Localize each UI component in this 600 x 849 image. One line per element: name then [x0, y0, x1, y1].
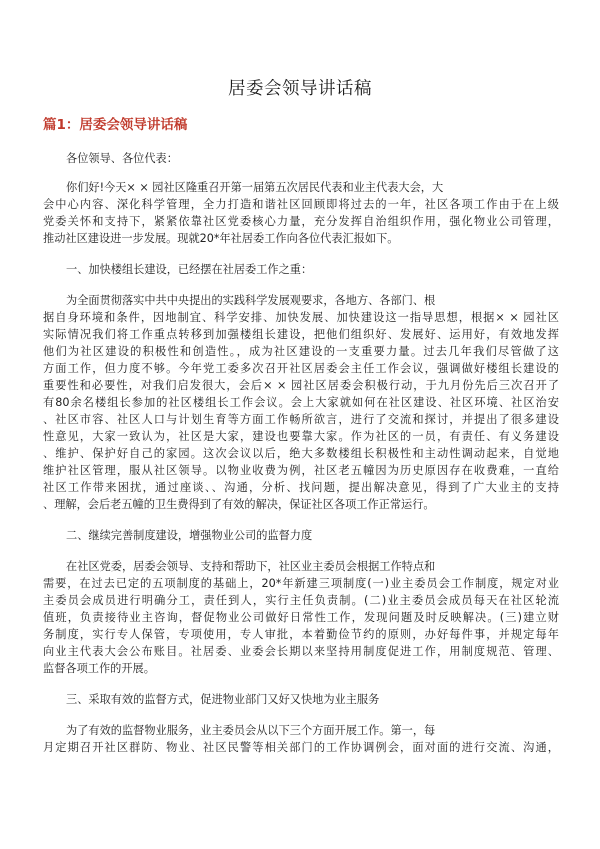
paragraph-line: 你们好!今天× × 园社区隆重召开第一届第五次居民代表和业主代表大会，大 — [66, 181, 444, 194]
paragraph-line: 、理解，会后老五幢的卫生费得到了有效的解决，保证社区各项工作正常运行。 — [43, 498, 435, 511]
paragraph-line: 他们为社区建设的积极性和创造性。，成为社区建设的一支重要力量。过去几年我们尽管做了这 — [43, 345, 559, 358]
paragraph-line: 主委员会成员进行明确分工，责任到人，实行主任负责制。(二)业主委员会成员每天在社区轮流 — [43, 594, 559, 607]
paragraph-line: 社区工作带来困扰，通过座谈、、沟通，分析、找问题，提出解决意见，得到了广大业主的支持 — [43, 481, 559, 494]
paragraph-line: 在社区党委，居委会领导、支持和帮助下，社区业主委员会根据工作特点和 — [66, 560, 436, 573]
paragraph-line: 为了有效的监督物业服务，业主委员会从以下三个方面开展工作。第一，每 — [66, 724, 436, 737]
paragraph-line: 有80余名楼组长参加的社区楼组长工作会议。会上大家就如何在社区建设、社区环境、社区治安 — [43, 396, 559, 409]
paragraph-line: 务制度，实行专人保管，专项使用，专人审批，本着勤俭节约的原则，办好每件事，并规定每年 — [43, 628, 559, 641]
paragraph-line: 据自身环境和条件，因地制宜、科学安排、加快发展、加快建设这一指导思想，根据× × 园社区 — [43, 311, 559, 324]
section-heading: 二、继续完善制度建设，增强物业公司的监督力度 — [66, 529, 313, 542]
paragraph-line: 推动社区建设进一步发展。现就20*年社居委工作向各位代表汇报如下。 — [43, 232, 399, 245]
paragraph-line: 方面工作，但力度不够。今年党工委多次召开社区居委会主任工作会议，强调做好楼组长建设的 — [43, 362, 559, 375]
paragraph-line: 实际情况我们将工作重点转移到加强楼组长建设，把他们组织好、发展好、运用好，有效地发挥 — [43, 328, 559, 341]
paragraph-line: 月定期召开社区群防、物业、社区民警等相关部门的工作协调例会，面对面的进行交流、沟通， — [43, 741, 559, 754]
section-heading: 一、加快楼组长建设，已经摆在社居委工作之重： — [66, 263, 313, 276]
paragraph-line: 维护社区管理，服从社区领导。以物业收费为例，社区老五幢因为历史原因存在收费难，一直给 — [43, 464, 559, 477]
paragraph-line: 监督各项工作的开展。 — [43, 662, 155, 675]
paragraph-line: 、维护、保护好自己的家园。这次会议以后，绝大多数楼组长积极性和主动性调动起来，自觉地 — [43, 447, 559, 460]
paragraph-line: 党委关怀和支持下，紧紧依靠社区党委核心力量，充分发挥自治组织作用，强化物业公司管理， — [43, 215, 559, 228]
greeting: 各位领导、各位代表： — [66, 152, 178, 165]
article-subtitle: 篇1：居委会领导讲话稿 — [43, 117, 188, 133]
paragraph-line: 性意见，大家一致认为，社区是大家，建设也要靠大家。作为社区的一员，有责任、有义务建设 — [43, 430, 559, 443]
paragraph-line: 、社区市容、社区人口与计划生育等方面工作畅所欲言，进行了交流和探讨，并提出了很多建设 — [43, 413, 559, 426]
paragraph-line: 重要性和必要性，对我们启发很大，会后× × 园社区居委会积极行动，于九月份先后三次召开了 — [43, 379, 559, 392]
paragraph-line: 会中心内容、深化科学管理，全力打造和谐社区回顾即将过去的一年，社区各项工作由于在上级 — [43, 198, 559, 211]
paragraph-line: 为全面贯彻落实中共中央提出的实践科学发展观要求，各地方、各部门、根 — [66, 294, 436, 307]
document-title: 居委会领导讲话稿 — [228, 79, 372, 99]
paragraph-line: 值班，负责接待业主咨询，督促物业公司做好日常性工作，发现问题及时反映解决。(三)建立财 — [43, 611, 559, 624]
section-heading: 三、采取有效的监督方式，促进物业部门又好又快地为业主服务 — [66, 693, 380, 706]
paragraph-line: 需要，在过去已定的五项制度的基础上，20*年新建三项制度(一)业主委员会工作制度，规定对业 — [43, 577, 559, 590]
paragraph-line: 向业主代表大会公布账目。社居委、业委会长期以来坚持用制度促进工作，用制度规范、管理、 — [43, 645, 559, 658]
